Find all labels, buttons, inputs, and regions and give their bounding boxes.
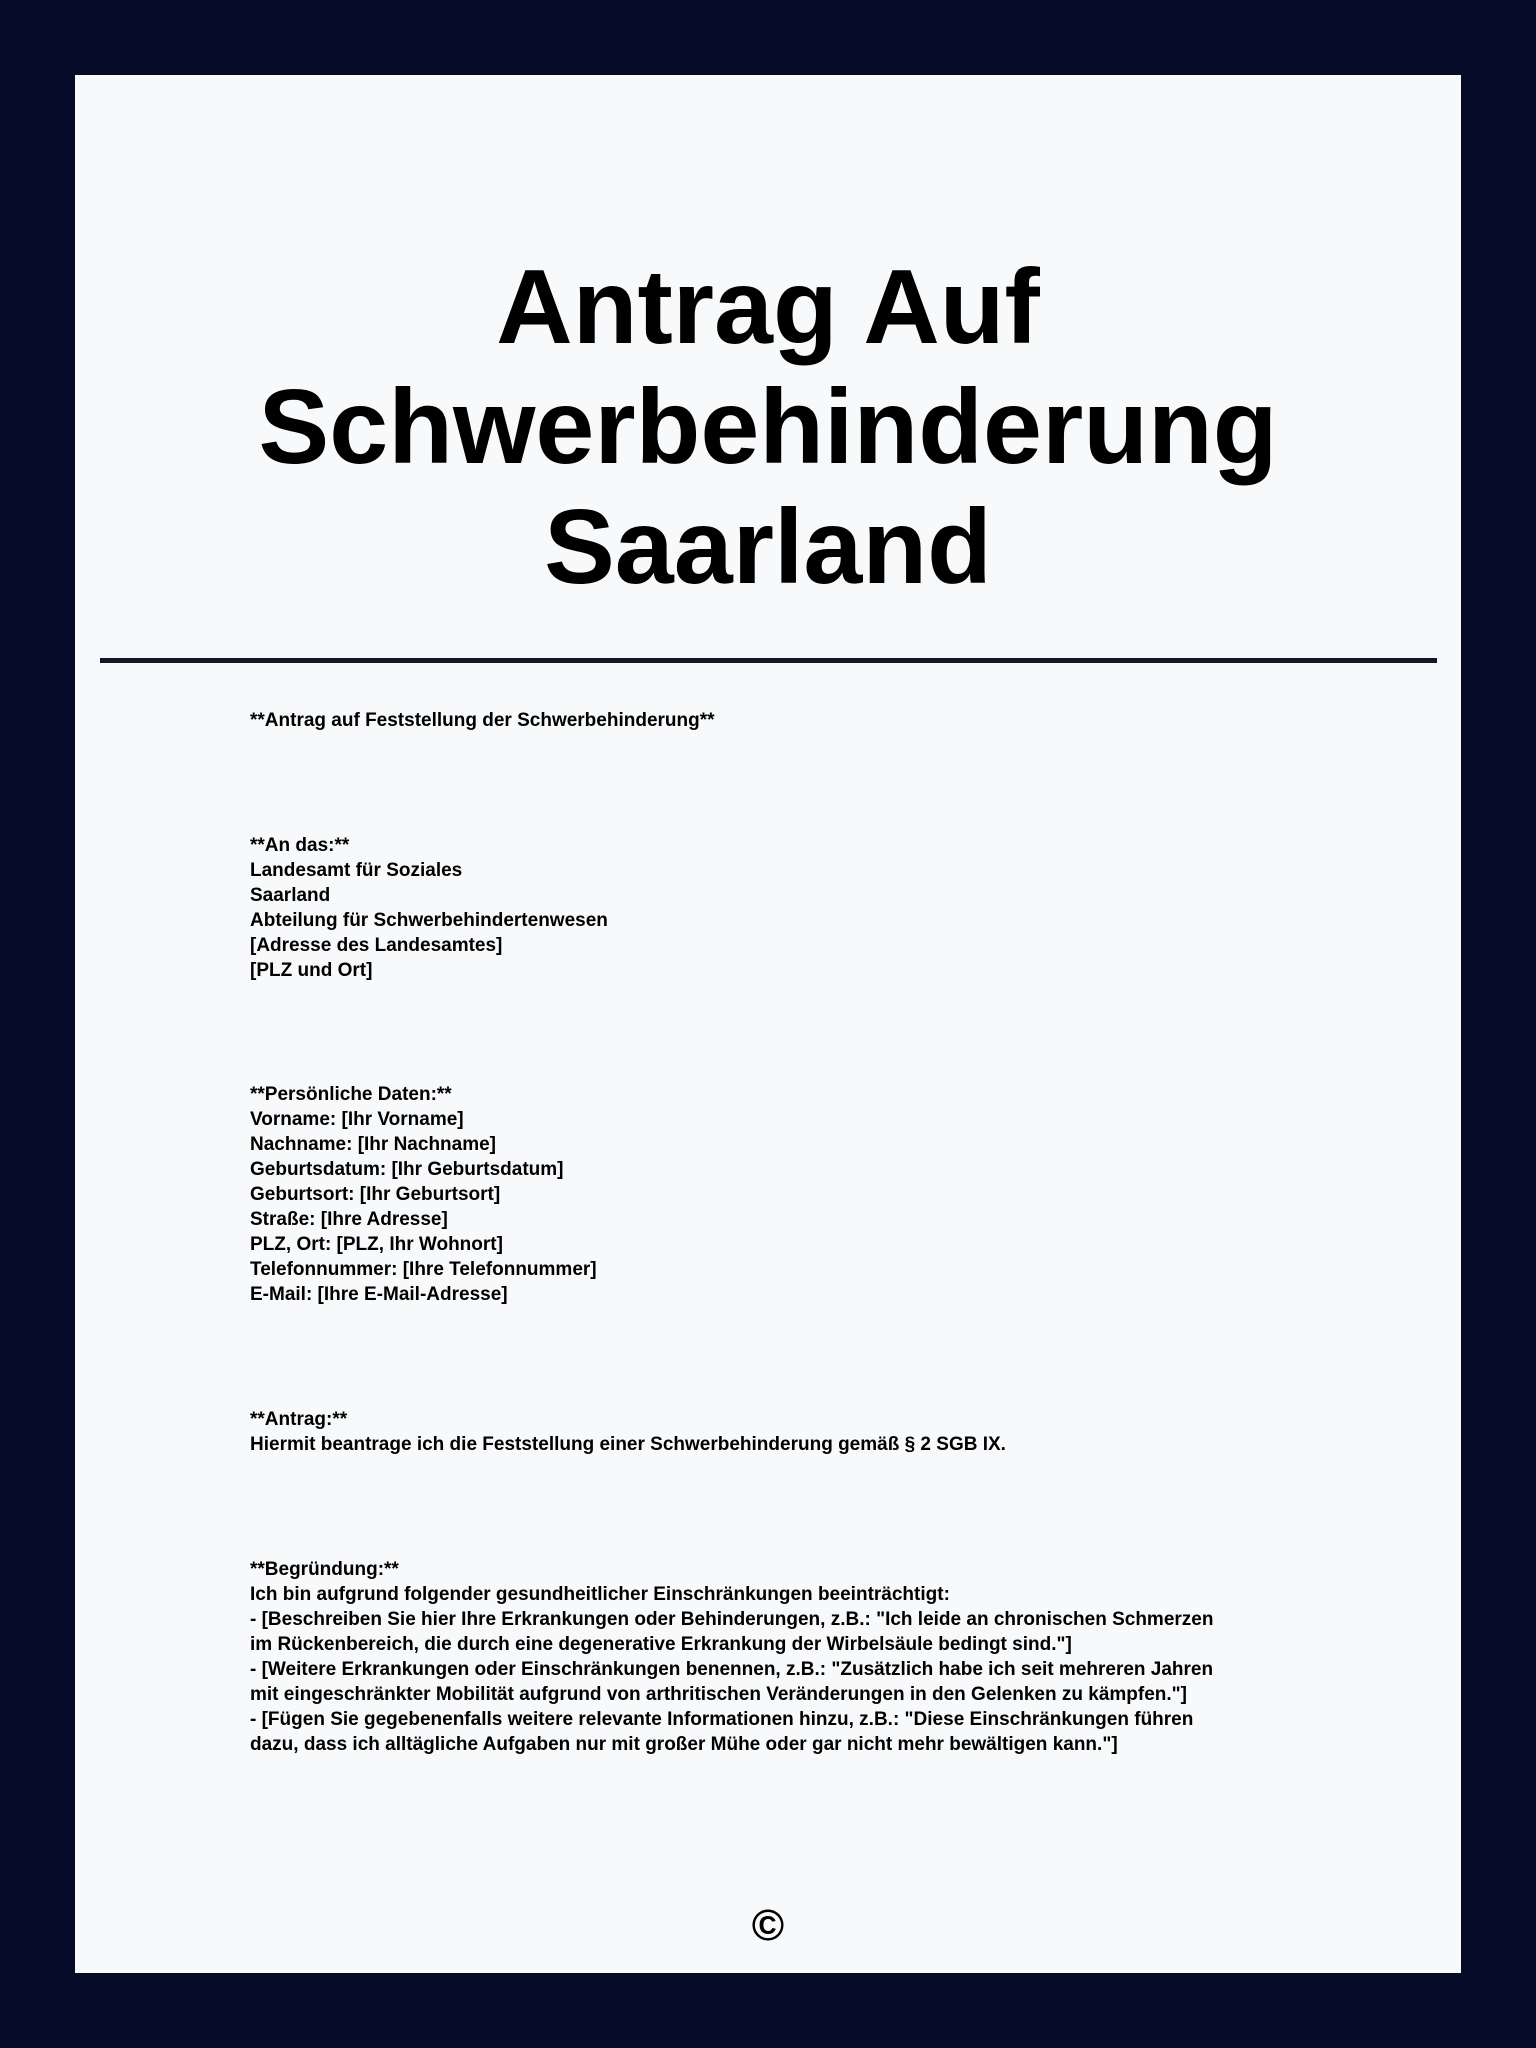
document-title [75, 247, 1461, 607]
reasoning-line: - [Weitere Erkrankungen oder Einschränkungen benennen, z.B.: "Zusätzlich habe ich seit mehreren Jahren [250, 1659, 1214, 1680]
recipient-label: **An das:** [250, 835, 350, 856]
title-line-2: Schwerbehinderung [258, 368, 1278, 486]
document-page [75, 75, 1461, 1973]
recipient-line: [Adresse des Landesamtes] [250, 935, 503, 956]
document-heading: **Antrag auf Feststellung der Schwerbehinderung** [250, 710, 715, 731]
recipient-line: Saarland [250, 885, 331, 906]
reasoning-section [250, 1557, 1350, 1757]
reasoning-line: - [Fügen Sie gegebenenfalls weitere relevante Informationen hinzu, z.B.: "Diese Einschränkungen führen [250, 1709, 1194, 1730]
personal-data-line: PLZ, Ort: [PLZ, Ihr Wohnort] [250, 1234, 503, 1255]
application-section [250, 1407, 1350, 1457]
reasoning-line: Ich bin aufgrund folgender gesundheitlicher Einschränkungen beeinträchtigt: [250, 1584, 950, 1605]
reasoning-line: dazu, dass ich alltägliche Aufgaben nur mit großer Mühe oder gar nicht mehr bewältigen kann."] [250, 1734, 1118, 1755]
personal-data-line: Straße: [Ihre Adresse] [250, 1209, 448, 1230]
recipient-line: Landesamt für Soziales [250, 860, 463, 881]
title-line-1: Antrag Auf [496, 248, 1040, 366]
personal-data-label: **Persönliche Daten:** [250, 1084, 452, 1105]
application-line: Hiermit beantrage ich die Feststellung einer Schwerbehinderung gemäß § 2 SGB IX. [250, 1434, 1006, 1455]
heading-section [250, 708, 1350, 733]
personal-data-line: Nachname: [Ihr Nachname] [250, 1134, 497, 1155]
personal-data-line: Geburtsort: [Ihr Geburtsort] [250, 1184, 501, 1205]
recipient-line: Abteilung für Schwerbehindertenwesen [250, 910, 608, 931]
personal-data-line: Geburtsdatum: [Ihr Geburtsdatum] [250, 1159, 564, 1180]
personal-data-line: E-Mail: [Ihre E-Mail-Adresse] [250, 1284, 508, 1305]
personal-data-line: Telefonnummer: [Ihre Telefonnummer] [250, 1259, 597, 1280]
title-divider [100, 658, 1437, 663]
copyright-symbol: © [751, 1901, 785, 1950]
reasoning-line: - [Beschreiben Sie hier Ihre Erkrankungen oder Behinderungen, z.B.: "Ich leide an chronischen Schmerzen [250, 1609, 1214, 1630]
application-label: **Antrag:** [250, 1409, 348, 1430]
personal-data-line: Vorname: [Ihr Vorname] [250, 1109, 464, 1130]
personal-data-section [250, 1082, 1350, 1307]
recipient-section [250, 833, 1350, 983]
reasoning-label: **Begründung:** [250, 1559, 399, 1580]
recipient-line: [PLZ und Ort] [250, 960, 373, 981]
reasoning-line: im Rückenbereich, die durch eine degenerative Erkrankung der Wirbelsäule bedingt sind."] [250, 1634, 1072, 1655]
title-line-3: Saarland [544, 488, 992, 606]
reasoning-line: mit eingeschränkter Mobilität aufgrund von arthritischen Veränderungen in den Gelenken zu kämpfen."] [250, 1684, 1188, 1705]
